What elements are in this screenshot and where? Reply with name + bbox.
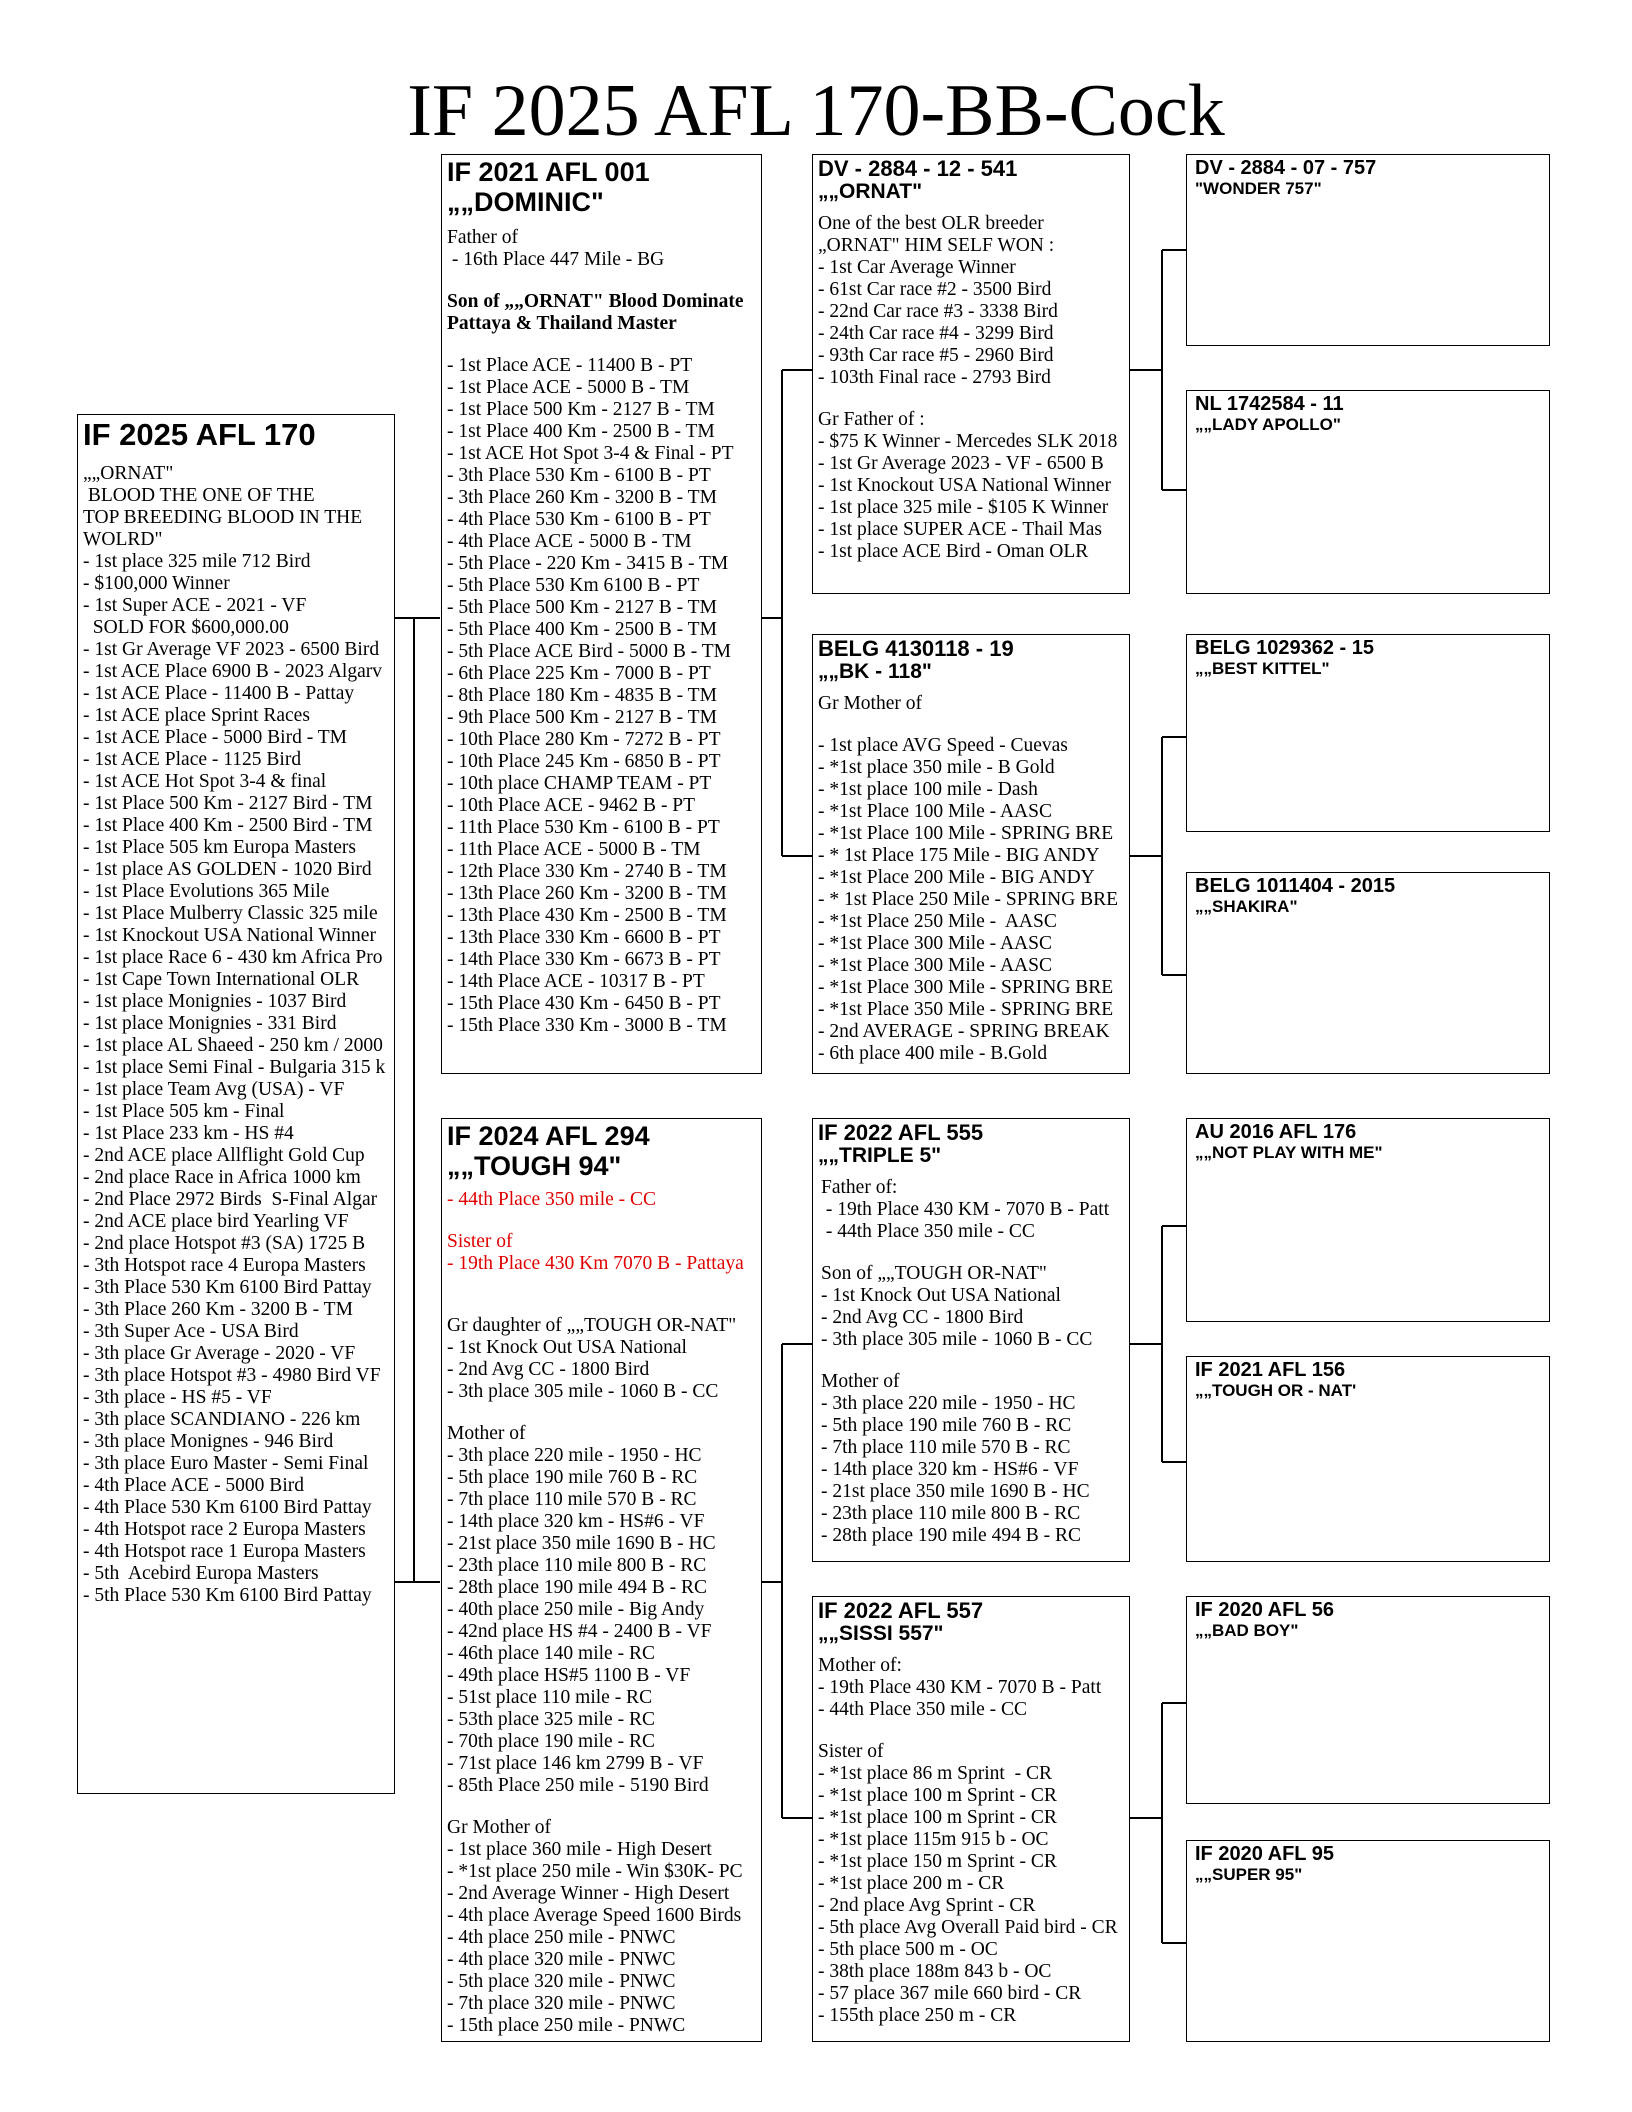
dam-red-line: Sister of (447, 1231, 513, 1252)
dam-red-line: - 44th Place 350 mile - CC (447, 1189, 657, 1210)
ggp-id: IF 2020 AFL 56 (1195, 1599, 1334, 1621)
ggp-box-4 (1186, 872, 1550, 1074)
gs2-id: BELG 4130118 - 19 (818, 636, 1014, 661)
ggp-id: BELG 1011404 - 2015 (1195, 875, 1396, 897)
dam-name: „„TOUGH 94" (447, 1151, 622, 1181)
sire-father-label: Father of (447, 227, 518, 248)
gs4-name: „„SISSI 557" (818, 1622, 944, 1645)
sire-result: - 3th Place 260 Km - 3200 B - TM (447, 487, 717, 508)
sire-result: - 1st Place 400 Km - 2500 B - TM (447, 421, 715, 442)
sire-result: - 5th Place 400 Km - 2500 B - TM (447, 619, 717, 640)
gs4-id: IF 2022 AFL 557 (818, 1598, 984, 1623)
sire-result: - 10th place CHAMP TEAM - PT (447, 773, 712, 794)
ggp-box-1 (1186, 154, 1550, 346)
sire-result: - 8th Place 180 Km - 4835 B - TM (447, 685, 717, 706)
dam-red-line: - 19th Place 430 Km 7070 B - Pattaya (447, 1253, 744, 1274)
dam-id: IF 2024 AFL 294 (447, 1121, 650, 1151)
sire-result: - 14th Place ACE - 10317 B - PT (447, 971, 705, 992)
page-title: IF 2025 AFL 170-BB-Cock (407, 70, 1225, 152)
dam-mother-label: Mother of (447, 1423, 526, 1444)
sire-result: - 3th Place 530 Km - 6100 B - PT (447, 465, 711, 486)
sire-result: - 4th Place ACE - 5000 B - TM (447, 531, 692, 552)
sire-result: - 5th Place ACE Bird - 5000 B - TM (447, 641, 731, 662)
sire-result: - 14th Place 330 Km - 6673 B - PT (447, 949, 721, 970)
ggp-name: „„SHAKIRA" (1195, 897, 1298, 916)
gs2-name: „„BK - 118" (818, 660, 932, 683)
ggp-id: NL 1742584 - 11 (1195, 393, 1344, 415)
gs1-name: „„ORNAT" (818, 180, 923, 203)
grandsire-paternal-box: DV - 2884 - 12 - 541 „„ORNAT" One of the best OLR breeder „ORNAT" HIM SELF WON : - 1st Car Average Winner - 61st Car race #2 - 3500 Bird - 22nd Car race #3 - 3338 Bird - 24th Car race #4 - 3299 Bird - 93th Car race #5 - 2960 Bird - 103th Final race - 2793 Bird Gr Father of : - $75 K Winner - Mercedes SLK 2018 - 1st Gr Average 2023 - VF - 6500 B - 1st Knockout USA National Winner - 1st place 325 mile - $105 K Winner - 1st place SUPER ACE - Thail Mas - 1st place ACE Bird - Oman OLR (812, 154, 1130, 594)
ggp-name: „„TOUGH OR - NAT' (1195, 1381, 1357, 1400)
sire-result: - 6th Place 225 Km - 7000 B - PT (447, 663, 711, 684)
sire-result: - 1st Place ACE - 11400 B - PT (447, 355, 693, 376)
sire-result: - 11th Place 530 Km - 6100 B - PT (447, 817, 720, 838)
dam-gr-label: Gr daughter of „„TOUGH OR-NAT" (447, 1315, 737, 1336)
sire-result: - 5th Place 530 Km 6100 B - PT (447, 575, 700, 596)
ggp-box-5 (1186, 1118, 1550, 1322)
ggp-id: DV - 2884 - 07 - 757 (1195, 157, 1377, 179)
sire-father-line: - 16th Place 447 Mile - BG (447, 249, 665, 270)
ggp-box-2 (1186, 390, 1550, 594)
dam-box: IF 2024 AFL 294 „„TOUGH 94" - 44th Place 350 mile - CC Sister of - 19th Place 430 Km 7070 B - Pattaya Gr daughter of „„TOUGH OR-NAT" - 1st Knock Out USA National - 2nd Avg CC - 1800 Bird - 3th place 305 mile - 1060 B - CC Mother of - 3th place 220 mile - 1950 - HC - 5th place 190 mile 760 B - RC - 7th place 110 mile 570 B - RC - 14th place 320 km - HS#6 - VF - 21st place 350 mile 1690 B - HC - 23th place 110 mile 800 B - RC - 28th place 190 mile 494 B - RC - 40th place 250 mile - Big Andy - 42nd place HS #4 - 2400 B - VF - 46th place 140 mile - RC - 49th place HS#5 1100 B - VF - 51st place 110 mile - RC - 53th place 325 mile - RC - 70th place 190 mile - RC - 71st place 146 km 2799 B - VF - 85th Place 250 mile - 5190 Bird Gr Mother of - 1st place 360 mile - High Desert - *1st place 250 mile - Win $30K- PC - 2nd Average Winner - High Desert - 4th place Average Speed 1600 Birds - 4th place 250 mile - PNWC - 4th place 320 mile - PNWC - 5th place 320 mile - PNWC - 7th place 320 mile - PNWC - 15th place 250 mile - PNWC (441, 1118, 762, 2042)
subject-id: IF 2025 AFL 170 (83, 417, 316, 452)
sire-result: - 1st ACE Hot Spot 3-4 & Final - PT (447, 443, 734, 464)
sire-result: - 13th Place 260 Km - 3200 B - TM (447, 883, 727, 904)
sire-name: „„DOMINIC" (447, 187, 604, 217)
sire-result: - 13th Place 430 Km - 2500 B - TM (447, 905, 727, 926)
ggp-name: „„NOT PLAY WITH ME" (1195, 1143, 1383, 1162)
ggp-box-7 (1186, 1596, 1550, 1804)
sire-result: - 15th Place 330 Km - 3000 B - TM (447, 1015, 727, 1036)
sire-son-line: Pattaya & Thailand Master (447, 313, 677, 334)
sire-id: IF 2021 AFL 001 (447, 157, 650, 187)
sire-result: - 1st Place ACE - 5000 B - TM (447, 377, 690, 398)
subject-box (77, 414, 395, 1794)
dam-grmother-label: Gr Mother of (447, 1817, 551, 1838)
ggp-id: AU 2016 AFL 176 (1195, 1121, 1357, 1143)
connector-subject (395, 618, 414, 1582)
sire-result: - 1st Place 500 Km - 2127 B - TM (447, 399, 715, 420)
sire-result: - 13th Place 330 Km - 6600 B - PT (447, 927, 721, 948)
subject-lines: „„ORNAT" BLOOD THE ONE OF THE TOP BREEDING BLOOD IN THE WOLRD" - 1st place 325 mile 712 Bird - $100,000 Winner - 1st Super ACE - 2021 - VF SOLD FOR $600,000.00 - 1st Gr Average VF 2023 - 6500 Bird - 1st ACE Place 6900 B - 2023 Algarv - 1st ACE Place - 11400 B - Pattay - 1st ACE place Sprint Races - 1st ACE Place - 5000 Bird - TM - 1st ACE Place - 1125 Bird - 1st ACE Hot Spot 3-4 & final - 1st Place 500 Km - 2127 Bird - TM - 1st Place 400 Km - 2500 Bird - TM - 1st Place 505 km Europa Masters - 1st place AS GOLDEN - 1020 Bird - 1st Place Evolutions 365 Mile - 1st Place Mulberry Classic 325 mile - 1st Knockout USA National Winner - 1st place Race 6 - 430 km Africa Pro - 1st Cape Town International OLR - 1st place Monignies - 1037 Bird - 1st place Monignies - 331 Bird - 1st place AL Shaeed - 250 km / 2000 - 1st place Semi Final - Bulgaria 315 k - 1st place Team Avg (USA) - VF - 1st Place 505 km - Final - 1st Place 233 km - HS #4 - 2nd ACE place Allflight Gold Cup - 2nd place Race in Africa 1000 km - 2nd Place 2972 Birds S-Final Algar - 2nd ACE place bird Yearling VF - 2nd place Hotspot #3 (SA) 1725 B - 3th Hotspot race 4 Europa Masters - 3th Place 530 Km 6100 Bird Pattay - 3th Place 260 Km - 3200 B - TM - 3th Super Ace - USA Bird - 3th place Gr Average - 2020 - VF - 3th place Hotspot #3 - 4980 Bird VF - 3th place - HS #5 - VF - 3th place SCANDIANO - 226 km - 3th place Monignes - 946 Bird - 3th place Euro Master - Semi Final - 4th Place ACE - 5000 Bird - 4th Place 530 Km 6100 Bird Pattay - 4th Hotspot race 2 Europa Masters - 4th Hotspot race 1 Europa Masters - 5th Acebird Europa Masters - 5th Place 530 Km 6100 Bird Pattay (83, 463, 386, 1606)
gs3-name: „„TRIPLE 5" (818, 1144, 942, 1167)
ggp-name: „„BEST KITTEL" (1195, 659, 1330, 678)
sire-result: - 5th Place 500 Km - 2127 B - TM (447, 597, 717, 618)
ggp-name: "WONDER 757" (1195, 179, 1322, 198)
granddam-paternal-box: BELG 4130118 - 19 „„BK - 118" Gr Mother of - 1st place AVG Speed - Cuevas - *1st place 350 mile - B Gold - *1st place 100 mile - Dash - *1st Place 100 Mile - AASC - *1st Place 100 Mile - SPRING BRE - * 1st Place 175 Mile - BIG ANDY - *1st Place 200 Mile - BIG ANDY - * 1st Place 250 Mile - SPRING BRE - *1st Place 250 Mile - AASC - *1st Place 300 Mile - AASC - *1st Place 300 Mile - AASC - *1st Place 300 Mile - SPRING BRE - *1st Place 350 Mile - SPRING BRE - 2nd AVERAGE - SPRING BREAK - 6th place 400 mile - B.Gold (812, 634, 1130, 1074)
ggp-id: BELG 1029362 - 15 (1195, 637, 1374, 659)
sire-result: - 15th Place 430 Km - 6450 B - PT (447, 993, 721, 1014)
granddam-maternal-box: IF 2022 AFL 557 „„SISSI 557" Mother of: - 19th Place 430 KM - 7070 B - Patt - 44th Place 350 mile - CC Sister of - *1st place 86 m Sprint - CR - *1st place 100 m Sprint - CR - *1st place 100 m Sprint - CR - *1st place 115m 915 b - OC - *1st place 150 m Sprint - CR - *1st place 200 m - CR - 2nd place Avg Sprint - CR - 5th place Avg Overall Paid bird - CR - 5th place 500 m - OC - 38th place 188m 843 b - OC - 57 place 367 mile 660 bird - CR - 155th place 250 m - CR (812, 1596, 1130, 2042)
gs3-id: IF 2022 AFL 555 (818, 1120, 984, 1145)
gs1-id: DV - 2884 - 12 - 541 (818, 156, 1018, 181)
sire-result: - 10th Place 245 Km - 6850 B - PT (447, 751, 721, 772)
sire-result: - 11th Place ACE - 5000 B - TM (447, 839, 701, 860)
sire-result: - 5th Place - 220 Km - 3415 B - TM (447, 553, 729, 574)
sire-result: - 10th Place ACE - 9462 B - PT (447, 795, 696, 816)
sire-result: - 12th Place 330 Km - 2740 B - TM (447, 861, 727, 882)
ggp-id: IF 2020 AFL 95 (1195, 1843, 1334, 1865)
grandsire-maternal-box: IF 2022 AFL 555 „„TRIPLE 5" Father of: - 19th Place 430 KM - 7070 B - Patt - 44th Place 350 mile - CC Son of „„TOUGH OR-NAT" - 1st Knock Out USA National - 2nd Avg CC - 1800 Bird - 3th place 305 mile - 1060 B - CC Mother of - 3th place 220 mile - 1950 - HC - 5th place 190 mile 760 B - RC - 7th place 110 mile 570 B - RC - 14th place 320 km - HS#6 - VF - 21st place 350 mile 1690 B - HC - 23th place 110 mile 800 B - RC - 28th place 190 mile 494 B - RC (812, 1118, 1130, 1562)
ggp-name: „„SUPER 95" (1195, 1865, 1303, 1884)
sire-son-line: Son of „„ORNAT" Blood Dominate (447, 291, 744, 312)
sire-box (441, 154, 762, 1074)
sire-result: - 4th Place 530 Km - 6100 B - PT (447, 509, 711, 530)
ggp-name: „„LADY APOLLO" (1195, 415, 1341, 434)
ggp-box-3 (1186, 634, 1550, 832)
ggp-name: „„BAD BOY" (1195, 1621, 1299, 1640)
ggp-box-8 (1186, 1840, 1550, 2042)
sire-result: - 9th Place 500 Km - 2127 B - TM (447, 707, 717, 728)
ggp-box-6 (1186, 1356, 1550, 1562)
sire-result: - 10th Place 280 Km - 7272 B - PT (447, 729, 721, 750)
ggp-id: IF 2021 AFL 156 (1195, 1359, 1346, 1381)
